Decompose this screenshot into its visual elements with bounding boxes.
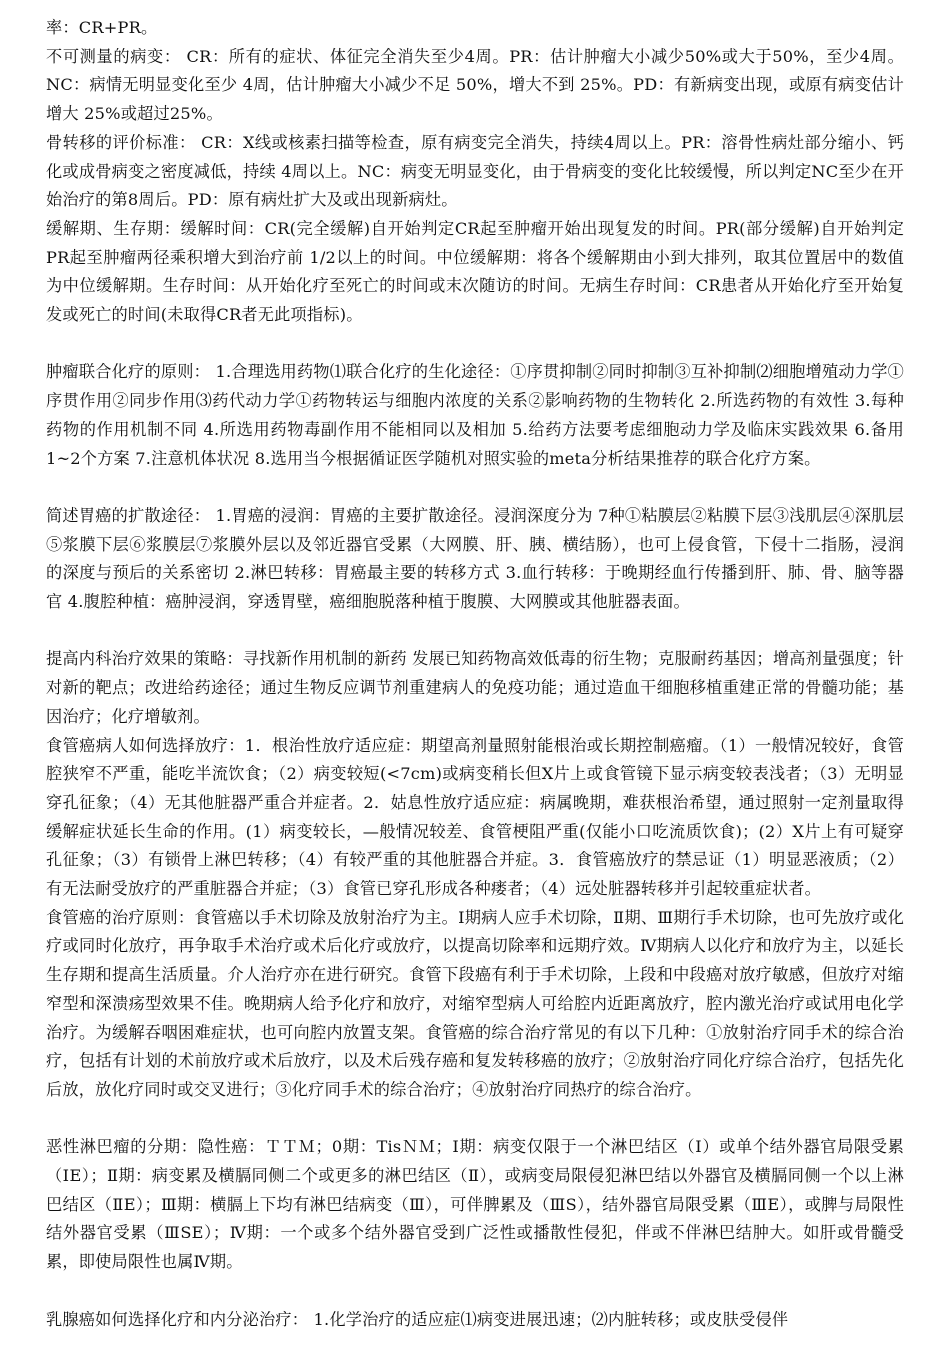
blank-line [46,617,904,646]
paragraph-unmeasurable-lesions: 不可测量的病变： CR：所有的症状、体征完全消失至少4周。PR：估计肿瘤大小减少50%或大于50%，至少4周。NC：病情无明显变化至少 4周，估计肿瘤大小减少不足 50%，增大不到 25%。PD：有新病变出现，或原有病变估计增大 25%或超过25%。 [46,46,904,124]
blank-line [46,1105,904,1134]
blank-line [46,473,904,502]
blank-line [46,1277,904,1306]
paragraph-gastric-cancer-spread: 简述胃癌的扩散途径： 1.胃癌的浸润：胃癌的主要扩散途径。浸润深度分为 7种①粘膜层②粘膜下层③浅肌层④深肌层⑤浆膜下层⑥浆膜层⑦浆膜外层以及邻近器官受累（大网膜、肝、胰、横结肠），也可上侵食管，下侵十二指肠，浸润的深度与预后的关系密切 2.淋巴转移：胃癌最主要的转移方式 3.血行转移：于晚期经血行传播到肝、肺、骨、脑等器官 4.腹腔种植：癌肿浸润，穿透胃壁，癌细胞脱落种植于腹膜、大网膜或其他脏器表面。 [46,505,904,612]
paragraph-response-rate: 率：CR+PR。 [46,18,158,37]
paragraph-bone-metastasis-criteria: 骨转移的评价标准： CR：X线或核素扫描等检查，原有病变完全消失，持续4周以上。PR：溶骨性病灶部分缩小、钙化或成骨病变之密度减低，持续 4周以上。NC：病变无明显变化，由于骨病变的变化比较缓慢，所以判定NC至少在开始治疗的第8周后。PD：原有病灶扩大及或出现新病灶。 [46,132,904,210]
paragraph-esophageal-treatment-principles: 食管癌的治疗原则：食管癌以手术切除及放射治疗为主。I期病人应手术切除，Ⅱ期、Ⅲ期行手术切除，也可先放疗或化疗或同时化放疗，再争取手术治疗或术后化疗或放疗，以提高切除率和远期疗效。Ⅳ期病人以化疗和放疗为主，以延长生存期和提高生活质量。介人治疗亦在进行研究。食管下段癌有利于手术切除，上段和中段癌对放疗敏感，但放疗对缩窄型和深溃疡型效果不佳。晚期病人给予化疗和放疗，对缩窄型病人可给腔内近距离放疗，腔内激光治疗或试用电化学治疗。为缓解吞咽困难症状，也可向腔内放置支架。食管癌的综合治疗常见的有以下几种：①放射治疗同手术的综合治疗，包括有计划的术前放疗或术后放疗，以及术后残存癌和复发转移癌的放疗；②放射治疗同化疗综合治疗，包括先化后放，放化疗同时或交叉进行；③化疗同手术的综合治疗；④放射治疗同热疗的综合治疗。 [46,907,904,1099]
paragraph-remission-survival: 缓解期、生存期：缓解时间：CR(完全缓解)自开始判定CR起至肿瘤开始出现复发的时间。PR(部分缓解)自开始判定PR起至肿瘤两径乘积增大到治疗前 1/2以上的时间。中位缓解期：将各个缓解期由小到大排列，取其位置居中的数值为中位缓解期。生存时间：从开始化疗至死亡的时间或末次随访的时间。无病生存时间：CR患者从开始化疗至开始复发或死亡的时间(未取得CR者无此项指标)。 [46,218,904,325]
paragraph-combination-chemo-principles: 肿瘤联合化疗的原则： 1.合理选用药物⑴联合化疗的生化途径：①序贯抑制②同时抑制③互补抑制⑵细胞增殖动力学①序贯作用②同步作用⑶药代动力学①药物转运与细胞内浓度的关系②影响药物的生物转化 2.所选药物的有效性 3.每种药物的作用机制不同 4.所选用药物毒副作用不能相同以及相加 5.给药方法要考虑细胞动力学及临床实践效果 6.备用1~2个方案 7.注意机体状况 8.选用当今根据循证医学随机对照实验的meta分析结果推荐的联合化疗方案。 [46,362,904,468]
paragraph-breast-cancer-therapy: 乳腺癌如何选择化疗和内分泌治疗： 1.化学治疗的适应症⑴病变进展迅速；⑵内脏转移；或皮肤受侵伴 [46,1309,789,1329]
paragraph-medical-treatment-strategy: 提高内科治疗效果的策略：寻找新作用机制的新药 发展已知药物高效低毒的衍生物；克服耐药基因；增高剂量强度；针对新的靶点；改进给药途径；通过生物反应调节剂重建病人的免疫功能；通过造血干细胞移植重建正常的骨髓功能；基因治疗；化疗增敏剂。 [46,649,904,726]
blank-line [46,330,904,359]
paragraph-esophageal-radiotherapy: 食管癌病人如何选择放疗：1．根治性放疗适应症：期望高剂量照射能根治或长期控制癌瘤。（1）一般情况较好，食管腔狭窄不严重，能吃半流饮食；（2）病变较短(<7cm)或病变稍长但X片上或食管镜下显示病变较表浅者；（3）无明显穿孔征象；（4）无其他脏器严重合并症者。2．姑息性放疗适应症：病属晚期，难获根治希望，通过照射一定剂量取得缓解症状延长生命的作用。(1）病变较长，—般情况较差、食管梗阻严重(仅能小口吃流质饮食)；(2）X片上有可疑穿孔征象；（3）有锁骨上淋巴转移；（4）有较严重的其他脏器合并症。3．食管癌放疗的禁忌证（1）明显恶液质；（2）有无法耐受放疗的严重脏器合并症；（3）食管已穿孔形成各种瘘者；（4）远处脏器转移并引起较重症状者。 [46,735,904,899]
paragraph-lymphoma-staging: 恶性淋巴瘤的分期：隐性癌：ＴＴＭ；0期：TisＮＭ；Ⅰ期：病变仅限于一个淋巴结区（Ⅰ）或单个结外器官局限受累（ⅠE）；Ⅱ期：病变累及横膈同侧二个或更多的淋巴结区（Ⅱ），或病变局限侵犯淋巴结以外器官及横膈同侧一个以上淋巴结区（ⅡE）；Ⅲ期：横膈上下均有淋巴结病变（Ⅲ），可伴脾累及（ⅢS），结外器官局限受累（ⅢE），或脾与局限性结外器官受累（ⅢSE）；Ⅳ期：一个或多个结外器官受到广泛性或播散性侵犯，伴或不伴淋巴结肿大。如肝或骨髓受累，即使局限性也属Ⅳ期。 [46,1137,904,1272]
